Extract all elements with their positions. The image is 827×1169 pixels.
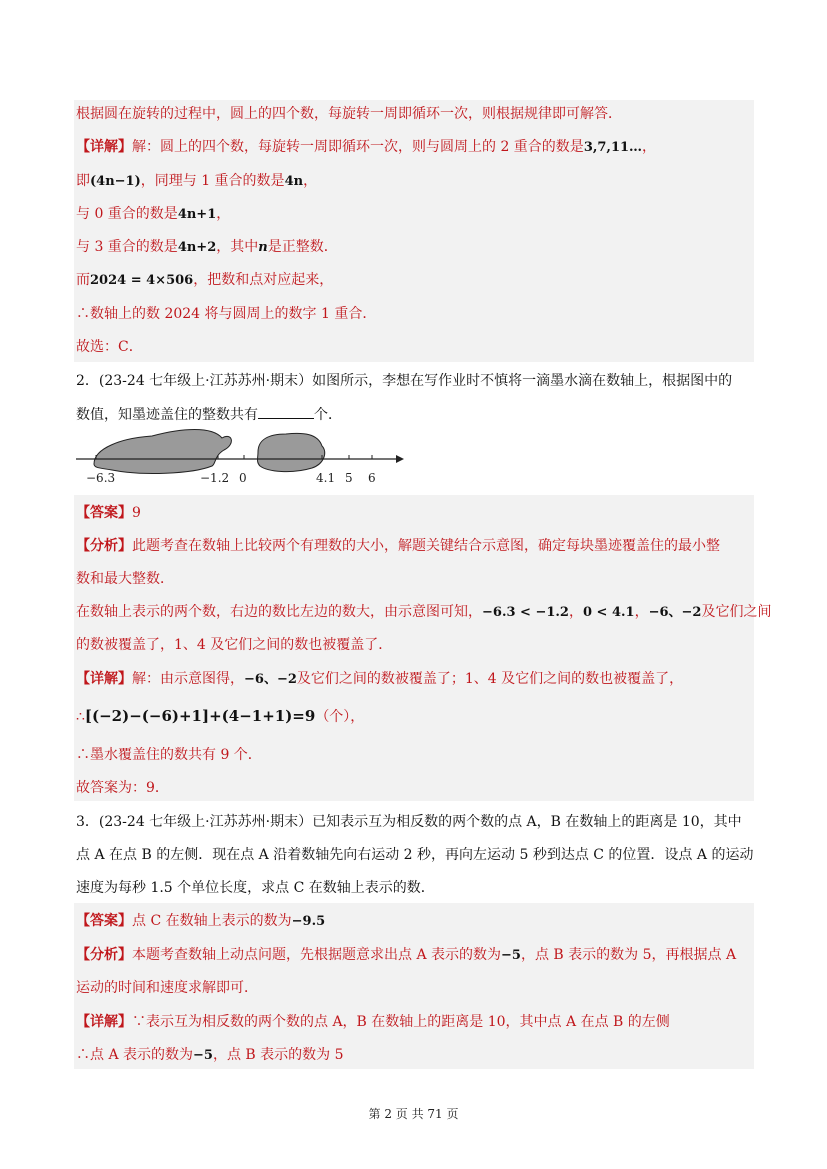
- answer-blank: [258, 404, 314, 419]
- analysis-tag: 【分析】: [76, 538, 132, 554]
- math-expr: [(−2)−(−6)+1]+(4−1+1)=9: [84, 707, 316, 725]
- math-expr: 4n+1: [177, 207, 217, 222]
- text-span: ，点 B 表示的数为 5，再根据点 A: [520, 947, 737, 963]
- text-span: ，同理与 1 重合的数是: [140, 173, 285, 189]
- text-span: ，: [303, 173, 318, 189]
- answer-tag: 【答案】: [76, 913, 132, 929]
- text-line: ∴墨水覆盖住的数共有 9 个．: [76, 747, 262, 763]
- ink-blot-right: [258, 433, 325, 471]
- text-line: [76, 602, 771, 623]
- text-line: [76, 911, 325, 932]
- tick-label: 6: [368, 471, 376, 485]
- text-span: 在数轴上表示的两个数，右边的数比左边的数大，由示意图可知，: [76, 604, 482, 620]
- math-expr: 4n+2: [177, 240, 217, 255]
- text-line: [76, 536, 720, 556]
- text-line: ∴数轴上的数 2024 将与圆周上的数字 1 重合．: [76, 306, 377, 322]
- math-expr: 0 < 4.1: [582, 605, 635, 620]
- text-span: 个．: [314, 407, 342, 423]
- text-span: 解：由示意图得，: [132, 671, 244, 687]
- text-span: ，点 B 表示的数为 5: [212, 1047, 344, 1063]
- text-line: 运动的时间和速度求解即可．: [76, 980, 258, 996]
- tick-label: −6.3: [86, 471, 116, 485]
- text-span: ，其中: [216, 239, 259, 255]
- text-line: [76, 945, 736, 966]
- question-3-text: 速度为每秒 1.5 个单位长度，求点 C 在数轴上表示的数．: [76, 880, 435, 896]
- page-footer: 第 2 页 共 71 页: [368, 1107, 459, 1121]
- text-span: （个），: [315, 709, 365, 725]
- axis-arrow: [396, 455, 404, 463]
- text-line: 故答案为：9．: [76, 780, 169, 796]
- text-span: 即: [76, 173, 90, 189]
- question-3-text: 点 A 在点 B 的左侧．现在点 A 沿着数轴先向右运动 2 秒，再向左运动 5 秒到达点 C 的位置．设点 A 的运动: [76, 847, 754, 863]
- math-expr: (4n−1): [90, 174, 141, 189]
- text-line: [76, 270, 333, 291]
- text-line: [76, 237, 338, 258]
- text-line: [76, 171, 317, 192]
- text-span: 及它们之间: [701, 604, 772, 620]
- math-expr: 3,7,11…: [583, 140, 643, 155]
- text-span: ∴: [76, 709, 85, 725]
- detail-tag: 【详解】: [76, 1014, 132, 1030]
- answer-tag: 【答案】: [76, 505, 132, 521]
- math-expr: −5: [501, 948, 521, 963]
- math-expr: 2024 = 4×506: [90, 273, 194, 288]
- text-span: ，: [216, 206, 231, 222]
- math-expr: 4n: [284, 174, 304, 189]
- text-line: 故选：C．: [76, 339, 143, 355]
- tick-label: 5: [345, 471, 353, 485]
- text-span: 是正整数．: [267, 239, 338, 255]
- answer-value: 9: [132, 505, 141, 521]
- text-span: 解：圆上的四个数，每旋转一周即循环一次，则与圆周上的 2 重合的数是: [132, 139, 584, 155]
- text-line: [76, 1012, 670, 1032]
- math-expr: −6.3 < −1.2: [482, 605, 569, 620]
- text-span: 点 C 在数轴上表示的数为: [132, 913, 292, 929]
- text-span: ，把数和点对应起来，: [193, 272, 334, 288]
- text-line: 的数被覆盖了，1、4 及它们之间的数也被覆盖了．: [76, 637, 393, 653]
- detail-tag: 【详解】: [76, 139, 132, 155]
- text-line: [76, 204, 230, 225]
- text-span: ，: [642, 139, 657, 155]
- text-span: 此题考查在数轴上比较两个有理数的大小，解题关键结合示意图，确定每块墨迹覆盖住的最小整: [132, 538, 720, 554]
- text-span: ，: [634, 604, 649, 620]
- text-span: ∴点 A 表示的数为: [76, 1047, 194, 1063]
- analysis-tag: 【分析】: [76, 947, 132, 963]
- tick-label: −1.2: [200, 471, 230, 485]
- detail-tag: 【详解】: [76, 671, 132, 687]
- text-span: ，: [568, 604, 583, 620]
- text-span: 数值，知墨迹盖住的整数共有: [76, 407, 258, 423]
- text-span: 而: [76, 272, 90, 288]
- text-line: 根据圆在旋转的过程中，圆上的四个数，每旋转一周即循环一次，则根据规律即可解答．: [76, 106, 622, 122]
- text-span: ∵表示互为相反数的两个数的点 A，B 在数轴上的距离是 10，其中点 A 在点 B 的左侧: [132, 1014, 670, 1030]
- tick-label: 0: [239, 471, 247, 485]
- text-span: 与 3 重合的数是: [76, 239, 178, 255]
- text-line: [76, 503, 141, 523]
- tick-label: 4.1: [316, 471, 336, 485]
- math-expr: n: [258, 240, 268, 255]
- question-3-text: 3．(23-24 七年级上·江苏苏州·期末）已知表示互为相反数的两个数的点 A，B 在数轴上的距离是 10，其中: [76, 814, 742, 830]
- ink-blot-left: [94, 430, 231, 474]
- text-span: 及它们之间的数被覆盖了；1、4 及它们之间的数也被覆盖了，: [296, 671, 684, 687]
- text-line: [76, 706, 364, 727]
- math-expr: −6、−2: [244, 672, 297, 687]
- math-expr: −6、−2: [648, 605, 702, 620]
- question-2-text: 2．(23-24 七年级上·江苏苏州·期末）如图所示，李想在写作业时不慎将一滴墨水滴在数轴上，根据图中的: [76, 373, 733, 389]
- text-line: [76, 669, 683, 690]
- text-line: [76, 1045, 344, 1066]
- math-expr: −9.5: [291, 914, 326, 929]
- text-span: 本题考查数轴上动点问题，先根据题意求出点 A 表示的数为: [132, 947, 502, 963]
- text-span: 与 0 重合的数是: [76, 206, 178, 222]
- number-line-figure: [72, 418, 412, 490]
- text-line: 数和最大整数．: [76, 571, 174, 587]
- text-line: [76, 137, 656, 158]
- math-expr: −5: [193, 1048, 213, 1063]
